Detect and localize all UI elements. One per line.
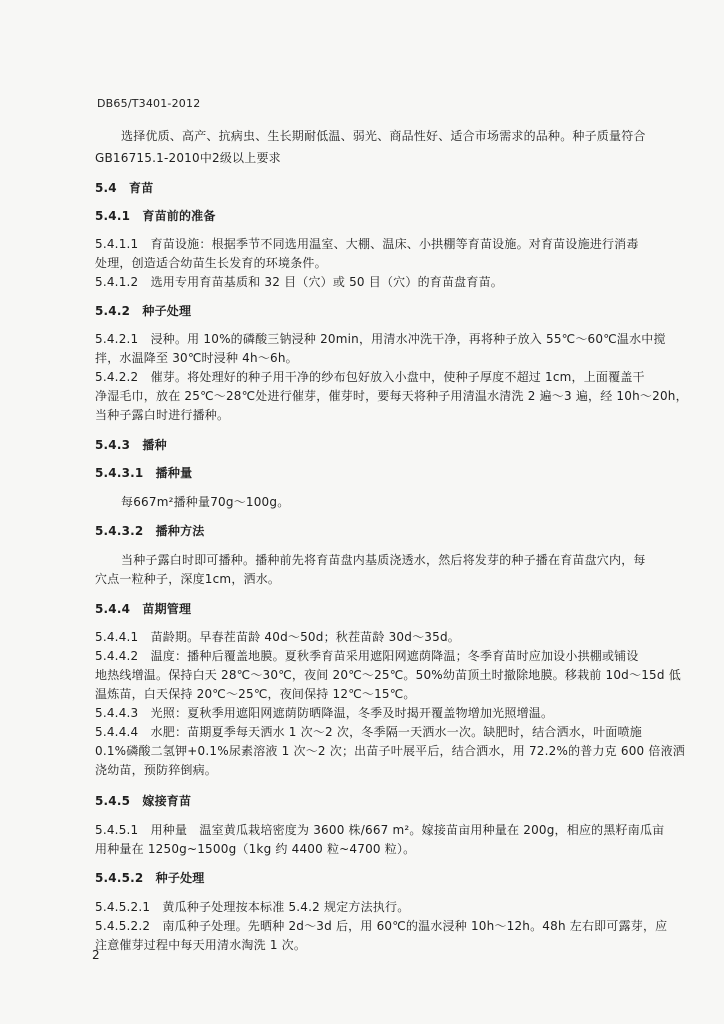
section-heading: 5.4.5.2 种子处理 xyxy=(95,871,205,885)
body-line: 地热线增温。保持白天 28℃～30℃，夜间 20℃～25℃。50%幼苗顶土时撤除地膜。移栽前 10d～15d 低 xyxy=(95,668,681,682)
body-line: 浇幼苗，预防猝倒病。 xyxy=(95,763,218,777)
body-line: 5.4.4.4 水肥：苗期夏季每天洒水 1 次～2 次，冬季隔一天洒水一次。缺肥时，结合洒水，叶面喷施 xyxy=(95,725,642,739)
body-line: 处理，创造适合幼苗生长发育的环境条件。 xyxy=(95,256,327,270)
body-line: 注意催芽过程中每天用清水淘洗 1 次。 xyxy=(95,938,307,952)
body-line: 5.4.4.1 苗龄期。早春茬苗龄 40d～50d；秋茬苗龄 30d～35d。 xyxy=(95,630,460,644)
body-line: 净湿毛巾，放在 25℃～28℃处进行催芽，催芽时，要每天将种子用清温水清洗 2 遍～3 遍，经 10h～20h， xyxy=(95,389,688,403)
body-line: 5.4.1.2 选用专用育苗基质和 32 目（穴）或 50 目（穴）的育苗盘育苗。 xyxy=(95,275,503,289)
body-line: 5.4.4.3 光照：夏秋季用遮阳网遮荫防晒降温，冬季及时揭开覆盖物增加光照增温。 xyxy=(95,706,554,720)
body-line: 穴点一粒种子，深度1cm，洒水。 xyxy=(95,572,281,586)
section-heading: 5.4.3.2 播种方法 xyxy=(95,524,205,538)
body-line: 拌，水温降至 30℃时浸种 4h～6h。 xyxy=(95,351,298,365)
doc-code-header: DB65/T3401-2012 xyxy=(97,97,201,110)
section-heading: 5.4 育苗 xyxy=(95,181,154,195)
section-heading: 5.4.3.1 播种量 xyxy=(95,466,193,480)
body-line: 用种量在 1250g~1500g（1kg 约 4400 粒~4700 粒）。 xyxy=(95,842,416,856)
body-line: 5.4.2.2 催芽。将处理好的种子用干净的纱布包好放入小盘中，使种子厚度不超过 1cm，上面覆盖干 xyxy=(95,370,645,384)
section-heading: 5.4.3 播种 xyxy=(95,438,167,452)
body-line: 每667m²播种量70g～100g。 xyxy=(121,495,290,509)
body-line: 5.4.5.2.2 南瓜种子处理。先晒种 2d～3d 后，用 60℃的温水浸种 10h～12h。48h 左右即可露芽，应 xyxy=(95,919,668,933)
body-line: 5.4.5.2.1 黄瓜种子处理按本标准 5.4.2 规定方法执行。 xyxy=(95,900,410,914)
body-line: 0.1%磷酸二氢钾+0.1%尿素溶液 1 次～2 次；出苗子叶展平后，结合洒水，用 72.2%的普力克 600 倍液洒 xyxy=(95,744,686,758)
page-number: 2 xyxy=(92,948,100,962)
body-line: GB16715.1-2010中2级以上要求 xyxy=(95,151,281,165)
body-line: 5.4.2.1 浸种。用 10%的磷酸三钠浸种 20min，用清水冲洗干净，再将种子放入 55℃～60℃温水中搅 xyxy=(95,332,666,346)
section-heading: 5.4.4 苗期管理 xyxy=(95,602,192,616)
section-heading: 5.4.1 育苗前的准备 xyxy=(95,209,216,223)
body-line: 5.4.1.1 育苗设施：根据季节不同选用温室、大棚、温床、小拱棚等育苗设施。对育苗设施进行消毒 xyxy=(95,237,639,251)
section-heading: 5.4.5 嫁接育苗 xyxy=(95,794,192,808)
body-line: 当种子露白时即可播种。播种前先将育苗盘内基质浇透水，然后将发芽的种子播在育苗盘穴内，每 xyxy=(121,553,646,567)
body-line: 选择优质、高产、抗病虫、生长期耐低温、弱光、商品性好、适合市场需求的品种。种子质量符合 xyxy=(121,129,646,143)
body-line: 温炼苗，白天保持 20℃～25℃，夜间保持 12℃～15℃。 xyxy=(95,687,416,701)
body-line: 5.4.5.1 用种量 温室黄瓜栽培密度为 3600 株/667 m²。嫁接苗亩用种量在 200g，相应的黑籽南瓜亩 xyxy=(95,823,665,837)
body-line: 当种子露白时进行播种。 xyxy=(95,408,230,422)
body-line: 5.4.4.2 温度：播种后覆盖地膜。夏秋季育苗采用遮阳网遮荫降温；冬季育苗时应加设小拱棚或铺设 xyxy=(95,649,639,663)
section-heading: 5.4.2 种子处理 xyxy=(95,304,192,318)
